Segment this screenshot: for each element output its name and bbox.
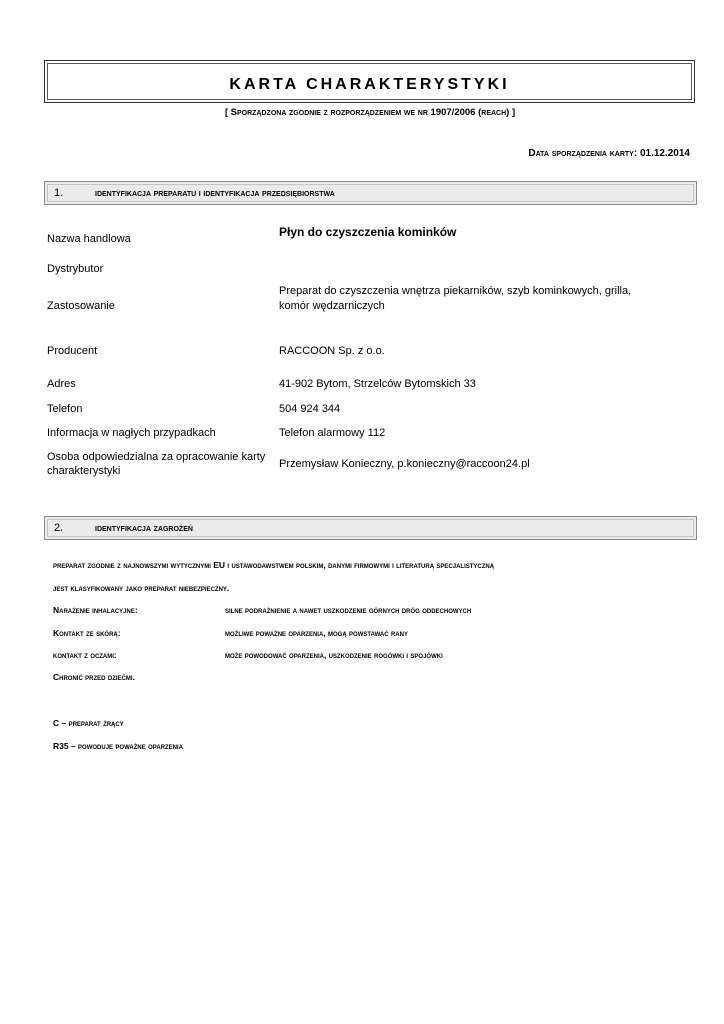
row-value-responsible-person: Przemysław Konieczny, p.konieczny@raccoon24.pl	[279, 458, 530, 470]
section-2-title: identyfikacja zagrożeń	[95, 523, 193, 534]
section-1-number: 1.	[54, 187, 64, 199]
row-value-producer: RACCOON Sp. z o.o.	[279, 345, 385, 357]
row-label-usage: Zastosowanie	[47, 300, 115, 312]
document-title: KARTA CHARAKTERYSTYKI	[229, 76, 510, 93]
row-label-responsible-person: Osoba odpowiedzialna za opracowanie karty charakterystyki	[47, 451, 266, 477]
row-label-trade-name: Nazwa handlowa	[47, 233, 131, 245]
hazard-value-inhalation: silne podrażnienie a nawet uszkodzenie górnych dróg oddechowych	[225, 605, 472, 615]
preparation-date: Data sporządzenia karty: 01.12.2014	[528, 148, 690, 159]
row-label-distributor: Dystrybutor	[47, 263, 104, 275]
hazard-intro-line-1: preparat zgodnie z najnowszymi wytycznymi EU i ustawodawstwem polskim, danymi firmowymi i literaturą specjalistyczną	[53, 560, 495, 570]
hazard-label-skin: Kontakt ze skórą:	[53, 628, 121, 638]
section-1-title: identyfikacja preparatu i identyfikacja przedsiębiorstwa	[95, 188, 335, 199]
row-value-usage: Preparat do czyszczenia wnętrza piekarników, szyb kominkowych, grilla, komór wędzarniczych	[279, 285, 632, 312]
hazard-value-eyes: może powodować oparzenia, uszkodzenie rogówki i spojówki	[225, 650, 443, 660]
row-value-phone: 504 924 344	[279, 403, 341, 415]
row-label-emergency: Informacja w nagłych przypadkach	[47, 427, 216, 439]
title-box	[44, 60, 695, 103]
hazard-value-skin: możliwe poważne oparzenia, mogą powstawać rany	[225, 628, 408, 638]
section-2-number: 2.	[54, 522, 64, 534]
hazard-label-inhalation: Narażenie inhalacyjne:	[53, 605, 138, 615]
row-value-address: 41-902 Bytom, Strzelców Bytomskich 33	[279, 378, 476, 390]
section-1-header	[44, 181, 697, 205]
row-label-address: Adres	[47, 378, 76, 390]
row-value-emergency: Telefon alarmowy 112	[279, 427, 386, 439]
hazard-label-eyes: kontakt z oczami:	[53, 650, 117, 660]
row-label-producer: Producent	[47, 345, 98, 357]
hazard-code-c: C – preparat żrący	[53, 718, 124, 728]
row-label-phone: Telefon	[47, 403, 83, 415]
hazard-code-r35: R35 – powoduje poważne oparzenia	[53, 741, 183, 751]
section-2-header	[44, 516, 697, 540]
hazard-intro-line-2: jest klasyfikowany jako preparat niebezpieczny.	[53, 583, 230, 593]
hazard-protect-children: Chronić przed dziećmi.	[53, 672, 135, 682]
row-value-trade-name: Płyn do czyszczenia kominków	[279, 225, 457, 239]
document-subtitle: [ Sporządzona zgodnie z rozporządzeniem we nr 1907/2006 (reach) ]	[224, 107, 516, 118]
